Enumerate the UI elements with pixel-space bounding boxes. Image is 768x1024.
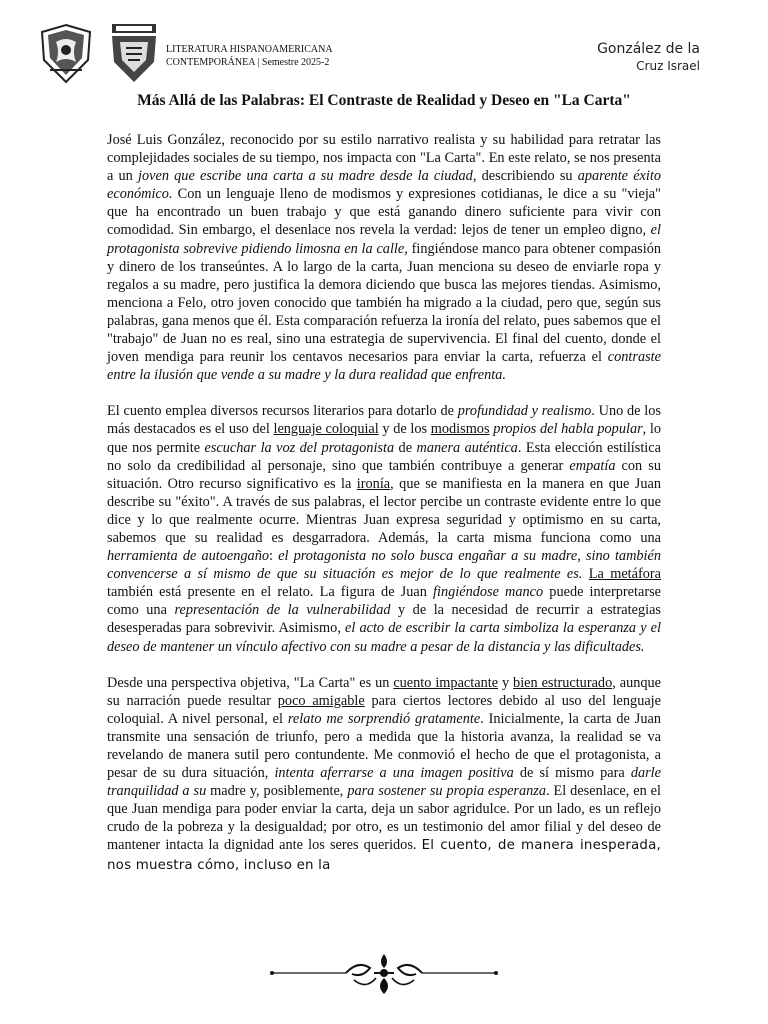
italic-text: aparente éxito económico. bbox=[107, 168, 661, 203]
italic-text: herramienta de autoengaño bbox=[107, 548, 269, 565]
text-run: también está presente en el relato. La figura de Juan bbox=[107, 584, 434, 601]
author-line-2: Cruz Israel bbox=[636, 59, 700, 73]
italic-text: fingiéndose manco bbox=[433, 584, 544, 601]
text-run: . Esta elección estilística no solo da credibilidad al personaje, sino que también contribuye a generar bbox=[107, 439, 661, 474]
author-line-1: González de la bbox=[597, 41, 700, 57]
text-run: Con un lenguaje lleno de modismos y expresiones cotidianas, le dice a su "vieja" que ha encontrado un buen trabajo y que está ganando dinero suficiente para vivir con comodidad. Sin embargo, el desenlace nos revela la verdad: lejos de tener un empleo digno, bbox=[107, 186, 661, 239]
text-run: El cuento, de manera inesperada, nos muestra cómo, incluso en la bbox=[107, 838, 661, 873]
text-run: con su situación. Otro recurso significativo es la bbox=[107, 457, 661, 492]
text-run: y de la necesidad de recurrir a estrategias desesperadas para sobrevivir. Asimismo, bbox=[107, 602, 661, 637]
underlined-text: ironía bbox=[356, 475, 391, 492]
text-run: . Uno de los más destacados es el uso del bbox=[107, 403, 661, 438]
italic-text: para sostener su propia esperanza bbox=[347, 783, 547, 800]
document-header bbox=[38, 18, 738, 88]
text-run: y bbox=[498, 674, 514, 691]
text-run: , que se manifiesta en la manera en que Juan describe su "éxito". A través de sus palabras, el lector percibe un contraste evidente entre lo que dice y lo que realmente ocurre. Mientras Juan expresa seguridad y optimismo en su carta, sabemos que su realidad es desgarradora. Además, la carta misma funciona como una bbox=[107, 475, 661, 546]
document-body bbox=[107, 131, 661, 875]
unam-seal-icon bbox=[38, 22, 94, 84]
text-run: . El desenlace, en el que Juan mendiga para poder enviar la carta, deja un sabor agridulce. Por un lado, es un reflejo crudo de la pobreza y la desigualdad; por otro, es un testimonio del amor filial y del deseo de mantener intacta la dignidad ante los seres queridos. bbox=[107, 783, 661, 854]
document-title: Más Allá de las Palabras: El Contraste de Realidad y Deseo en "La Carta" bbox=[137, 92, 631, 109]
underlined-text: poco amigable bbox=[277, 692, 365, 709]
underlined-text: bien estructurado bbox=[513, 674, 613, 691]
italic-text: representación de la vulnerabilidad bbox=[174, 602, 391, 619]
text-run: . Inicialmente, la carta de Juan transmite una sensación de triunfo, pero a medida que la historia avanza, la realidad se va revelando de manera sutil pero contundente. Me conmovió el hecho de que el protagonista, a pesar de su dura situación, bbox=[107, 710, 661, 782]
italic-text: contraste entre la ilusión que vende a su madre y la dura realidad que enfrenta. bbox=[107, 349, 661, 384]
course-info bbox=[166, 43, 333, 69]
text-run: , lo que nos permite bbox=[107, 421, 662, 456]
text-run: madre y, posiblemente, bbox=[206, 783, 348, 800]
text-run: Desde una perspectiva objetiva, "La Carta" es un bbox=[107, 674, 394, 691]
faculty-seal-icon bbox=[106, 22, 162, 84]
text-run: de bbox=[394, 439, 417, 456]
author-name bbox=[597, 40, 700, 74]
underlined-text: modismos bbox=[430, 421, 490, 438]
italic-text: el acto de escribir la carta simboliza la esperanza y el deseo de mantener un vínculo afectivo con su madre a pesar de la distancia y las dificultades. bbox=[107, 620, 661, 655]
italic-text: el protagonista sobrevive pidiendo limosna en la calle bbox=[107, 222, 661, 257]
fleuron-divider-icon bbox=[270, 950, 498, 996]
italic-text: intenta aferrarse a una imagen positiva bbox=[274, 765, 514, 782]
text-run: y de los bbox=[378, 421, 431, 438]
text-run: , aunque su narración puede resultar bbox=[107, 674, 662, 709]
text-run: : bbox=[269, 548, 279, 565]
course-semester: CONTEMPORÁNEA | Semestre 2025-2 bbox=[166, 57, 330, 68]
italic-text: propios del habla popular bbox=[493, 421, 643, 438]
text-run: José Luis González, reconocido por su estilo narrativo realista y su habilidad para retratar las complejidades sociales de su tiempo, nos impacta con "La Carta". En este relato, se nos presenta a un bbox=[107, 132, 661, 185]
course-name: LITERATURA HISPANOAMERICANA bbox=[166, 44, 333, 55]
underlined-text: cuento impactante bbox=[393, 674, 499, 691]
italic-text: darle tranquilidad a su bbox=[107, 765, 661, 800]
paragraph-3 bbox=[107, 674, 661, 875]
text-run: , fingiéndose manco para obtener compasión y dinero de los transeúntes. A lo largo de la carta, Juan menciona su deseo de enviarle ropa y regalos a su madre, pero justifica la demora diciendo que busca las mejores tiendas. Asimismo, menciona a Felo, otro joven conocido que también ha migrado a la ciudad, pero que, según sus palabras, gana menos que él. Esta comparación refuerza la ironía del relato, pues sabemos que el "trabajo" de Juan no es real, sino una estrategia de supervivencia. El final del cuento, donde el joven mendiga para reunir los centavos necesarios para enviar la carta, refuerza el bbox=[107, 240, 661, 366]
italic-text: escuchar la voz del protagonista bbox=[204, 439, 395, 456]
italic-text: empatía bbox=[569, 457, 616, 474]
underlined-text: lenguaje coloquial bbox=[273, 421, 379, 438]
paragraph-2 bbox=[107, 402, 661, 655]
text-run: puede interpretarse como una bbox=[107, 584, 662, 619]
text-run: El cuento emplea diversos recursos literarios para dotarlo de bbox=[107, 403, 458, 420]
text-run: , describiendo su bbox=[472, 168, 578, 185]
italic-text: el protagonista no solo busca engañar a su madre, sino también convencerse a sí mismo de que su situación es mejor de lo que realmente es. bbox=[107, 548, 662, 583]
text-run: para ciertos lectores debido al uso del lenguaje coloquial. A nivel personal, el bbox=[107, 692, 662, 727]
italic-text: joven que escribe una carta a su madre desde la ciudad bbox=[138, 168, 473, 185]
italic-text: profundidad y realismo bbox=[457, 403, 592, 420]
underlined-text: La metáfora bbox=[588, 566, 662, 583]
italic-text: relato me sorprendió gratamente bbox=[287, 710, 481, 727]
text-run: de sí mismo para bbox=[513, 765, 631, 782]
italic-text: manera auténtica bbox=[416, 439, 518, 456]
paragraph-1 bbox=[107, 131, 661, 384]
